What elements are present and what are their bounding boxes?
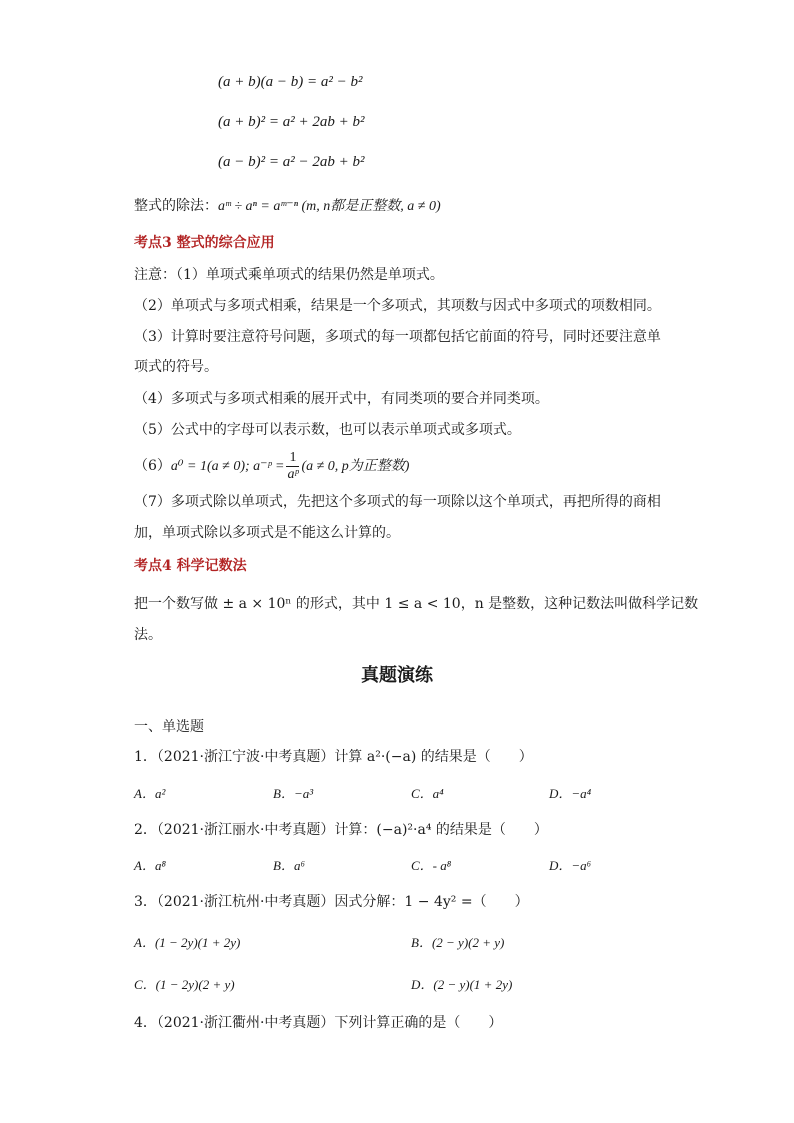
note-1: 注意：（1）单项式乘单项式的结果仍然是单项式。: [134, 267, 444, 283]
division-label: 整式的除法：: [134, 198, 218, 214]
question-2-option-a[interactable]: A．a⁸: [134, 858, 166, 873]
note-7-line1: （7）多项式除以单项式，先把这个多项式的每一项除以这个单项式，再把所得的商相: [134, 494, 661, 510]
note-6-prefix: （6）: [134, 458, 171, 474]
question-3-option-c[interactable]: C．(1 − 2y)(2 + y): [134, 977, 235, 992]
question-3-option-b[interactable]: B．(2 − y)(2 + y): [411, 935, 505, 950]
scientific-notation-line2: 法。: [134, 627, 162, 643]
question-1-option-d[interactable]: D．−a⁴: [549, 786, 592, 801]
division-formula: aᵐ ÷ aⁿ = aᵐ⁻ⁿ (m, n都是正整数, a ≠ 0): [218, 199, 441, 214]
formula-square-of-sum: (a + b)² = a² + 2ab + b²: [218, 114, 365, 130]
note-5: （5）公式中的字母可以表示数，也可以表示单项式或多项式。: [134, 422, 521, 438]
note-6-formula-b: (a ≠ 0, p为正整数): [301, 459, 410, 474]
kaodian3-heading: 考点3 整式的综合应用: [134, 235, 275, 251]
note-2: （2）单项式与多项式相乘，结果是一个多项式，其项数与因式中多项式的项数相同。: [134, 298, 661, 314]
fraction-numerator: 1: [286, 450, 299, 467]
question-2-stem: 2．（2021·浙江丽水·中考真题）计算：(−a)²·a⁴ 的结果是（ ）: [134, 822, 548, 838]
question-1-stem: 1．（2021·浙江宁波·中考真题）计算 a²·(−a) 的结果是（ ）: [134, 749, 533, 765]
note-3-line1: （3）计算时要注意符号问题，多项式的每一项都包括它前面的符号，同时还要注意单: [134, 329, 661, 345]
formula-square-of-difference: (a − b)² = a² − 2ab + b²: [218, 154, 365, 170]
note-6-formula-a: a⁰ = 1(a ≠ 0); a⁻ᵖ =: [170, 459, 285, 474]
question-2-option-d[interactable]: D．−a⁶: [549, 858, 592, 873]
section-title: 真题演练: [361, 665, 433, 686]
question-2-option-c[interactable]: C．- a⁸: [411, 858, 452, 873]
part-single-choice: 一、单选题: [134, 719, 204, 735]
fraction-denominator: aᵖ: [287, 466, 299, 482]
question-4-stem: 4．（2021·浙江衢州·中考真题）下列计算正确的是（ ）: [134, 1015, 503, 1031]
question-1-option-a[interactable]: A．a²: [134, 786, 166, 801]
question-1-option-b[interactable]: B．−a³: [273, 786, 314, 801]
question-3-option-d[interactable]: D．(2 − y)(1 + 2y): [411, 977, 513, 992]
division-rule: [134, 196, 441, 217]
scientific-notation-line1: 把一个数写做 ± a × 10ⁿ 的形式，其中 1 ≤ a < 10，n 是整数，这种记数法叫做科学记数: [134, 596, 699, 612]
note-6: [134, 446, 409, 487]
note-6-fraction: [286, 450, 299, 483]
note-3-line2: 项式的符号。: [134, 359, 218, 375]
question-1-option-c[interactable]: C．a⁴: [411, 786, 444, 801]
note-7-line2: 加，单项式除以多项式是不能这么计算的。: [134, 525, 400, 541]
kaodian4-heading: 考点4 科学记数法: [134, 558, 247, 574]
question-3-option-a[interactable]: A．(1 − 2y)(1 + 2y): [134, 935, 241, 950]
formula-difference-of-squares: (a + b)(a − b) = a² − b²: [218, 74, 363, 90]
note-4: （4）多项式与多项式相乘的展开式中，有同类项的要合并同类项。: [134, 391, 549, 407]
question-3-stem: 3．（2021·浙江杭州·中考真题）因式分解：1 − 4y² =（ ）: [134, 894, 529, 910]
question-2-option-b[interactable]: B．a⁶: [273, 858, 305, 873]
